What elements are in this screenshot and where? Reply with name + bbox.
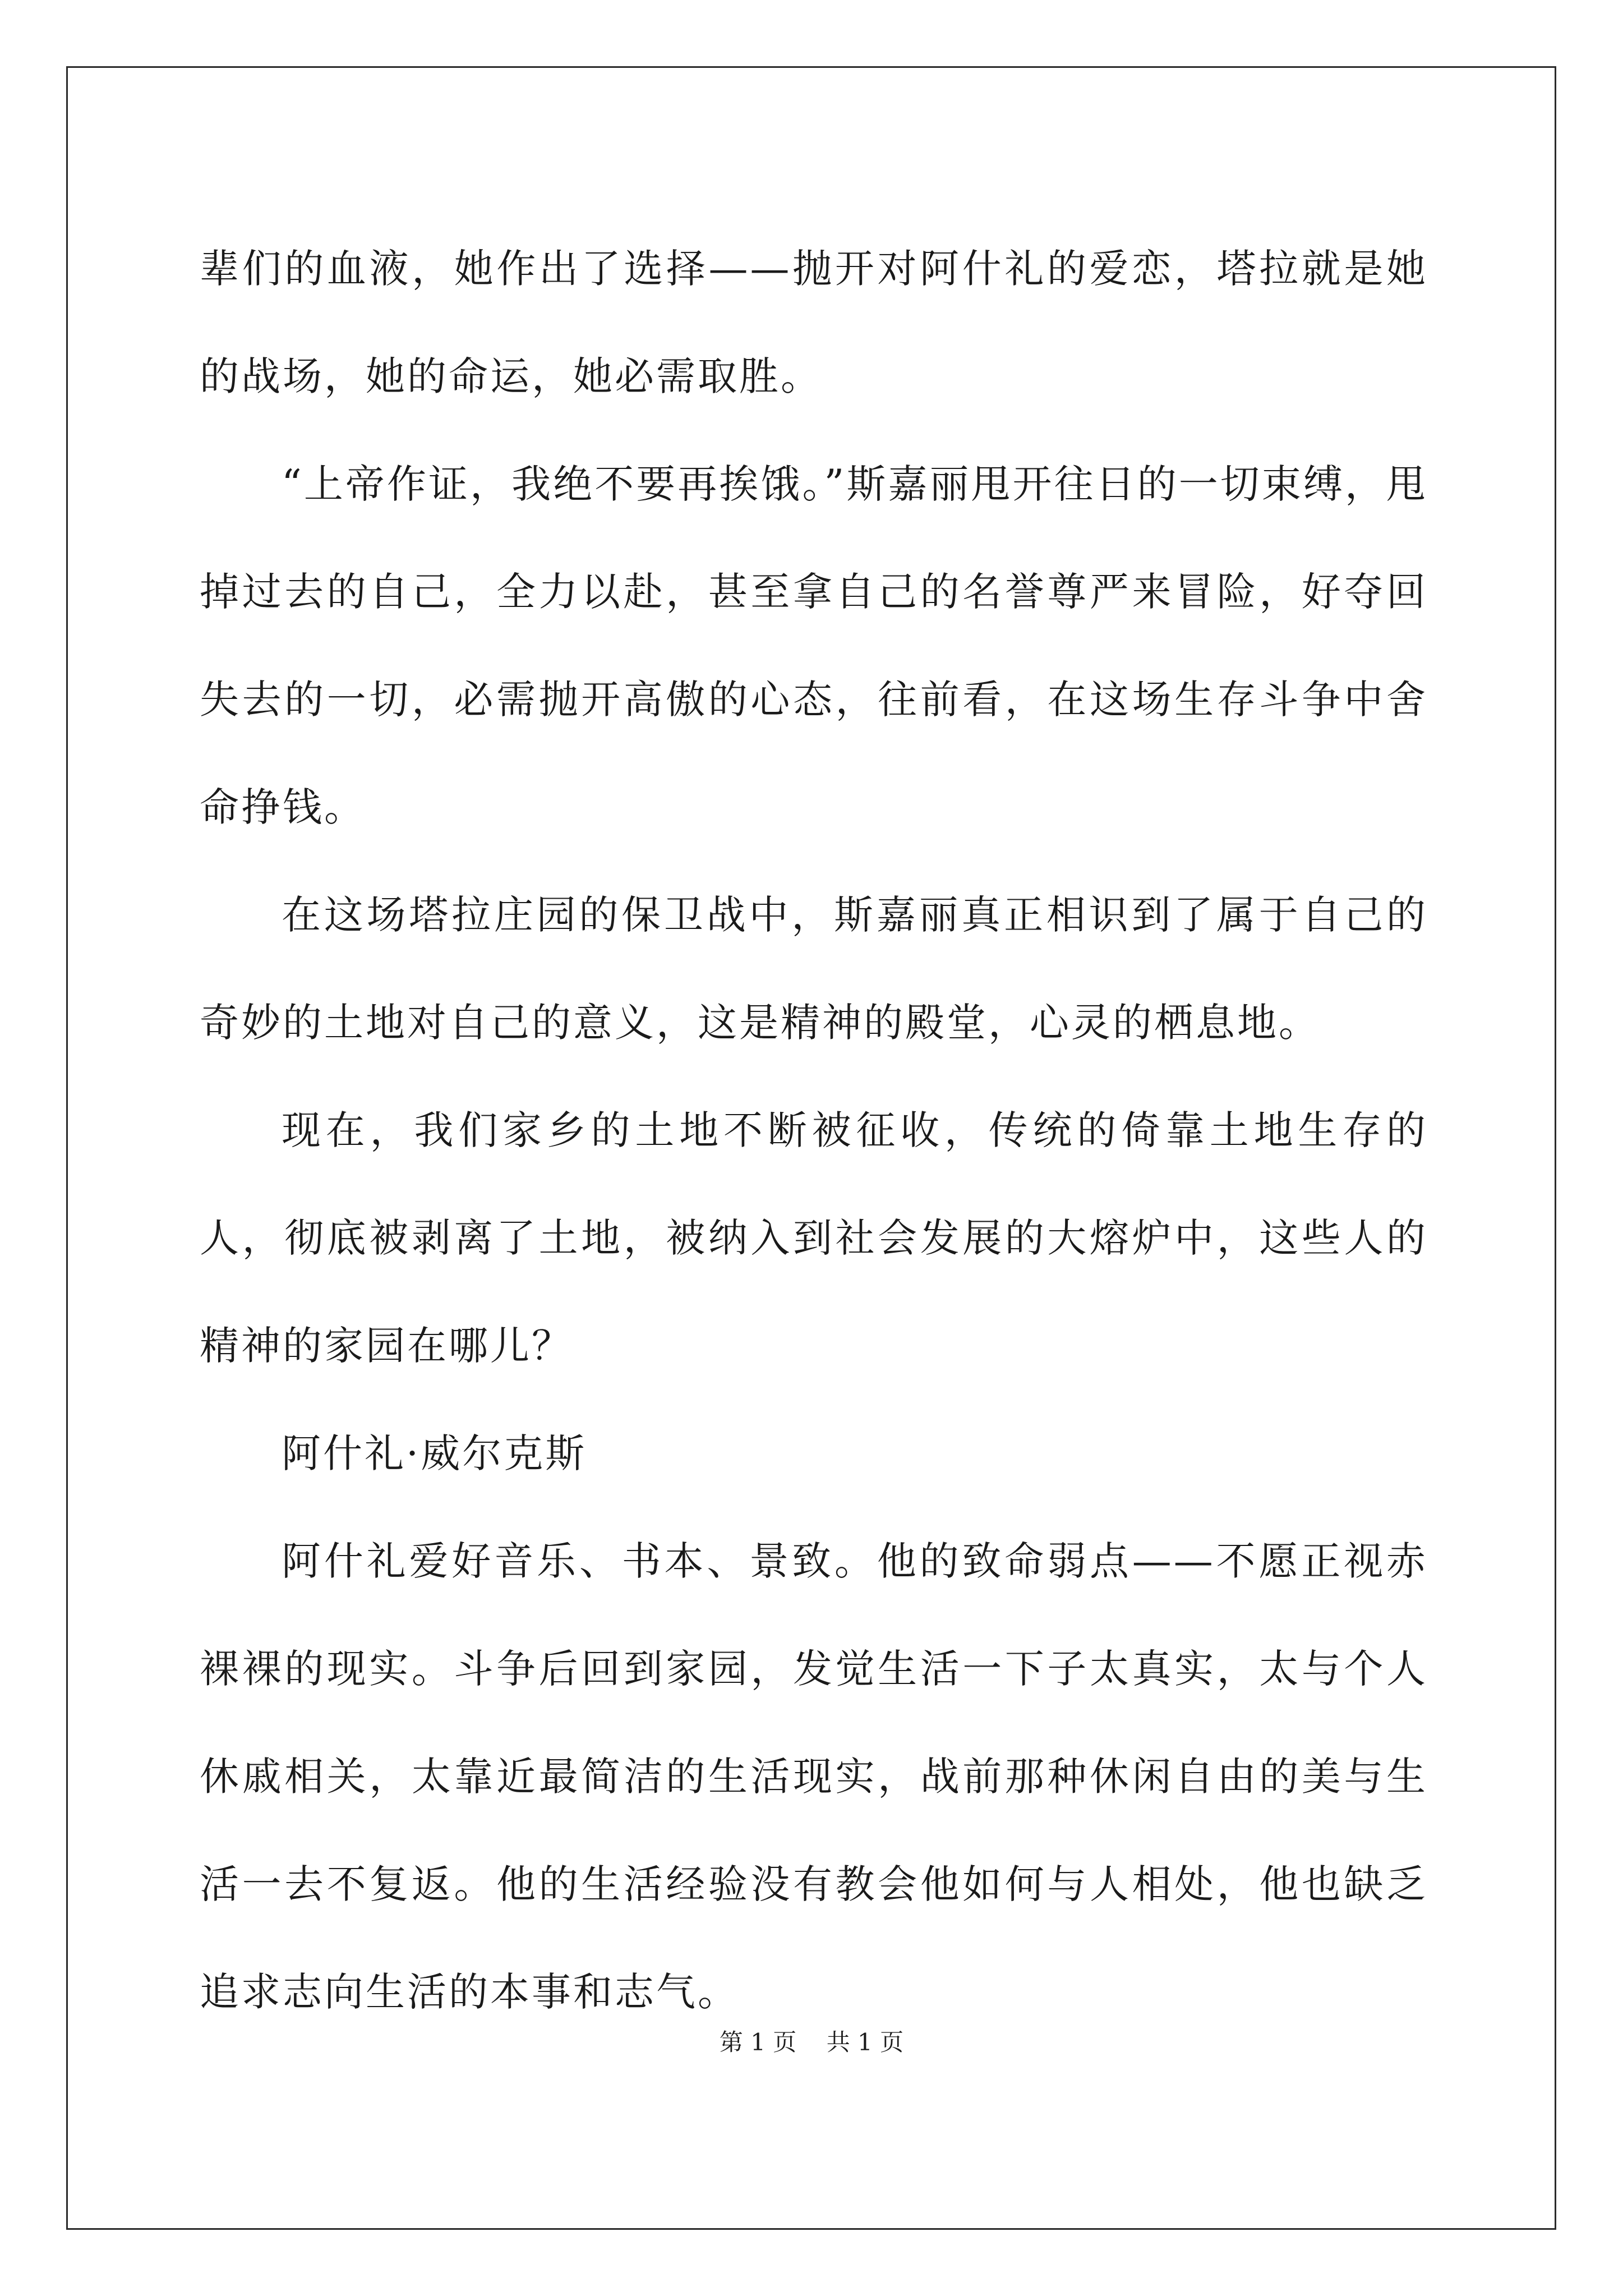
paragraph-2: “上帝作证，我绝不要再挨饿。”斯嘉丽甩开往日的一切束缚，甩掉过去的自己，全力以赴，甚至拿自己的名誉尊严来冒险，好夺回失去的一切，必需抛开高傲的心态，往前看，在这场生存斗争中舍命挣钱。 [200,461,1428,830]
page-number: 第 1 页 [719,2028,797,2056]
paragraph-4: 现在，我们家乡的土地不断被征收，传统的倚靠土地生存的人，彻底被剥离了土地，被纳入到社会发展的大熔炉中，这些人的精神的家园在哪儿？ [200,1107,1428,1369]
paragraph-5: 阿什礼爱好音乐、书本、景致。他的致命弱点——不愿正视赤裸裸的现实。斗争后回到家园，发觉生活一下子太真实，太与个人休戚相关，太靠近最简洁的生活现实，战前那种休闲自由的美与生活一去不复返。他的生活经验没有教会他如何与人相处，他也缺乏追求志向生活的本事和志气。 [200,1538,1428,2015]
page-total: 共 1 页 [826,2028,904,2056]
paragraph-1: 辈们的血液，她作出了选择——抛开对阿什礼的爱恋，塔拉就是她的战场，她的命运，她必需取胜。 [200,246,1428,399]
document-body [200,215,1428,2046]
paragraph-3: 在这场塔拉庄园的保卫战中，斯嘉丽真正相识到了属于自己的奇妙的土地对自己的意义，这是精神的殿堂，心灵的栖息地。 [200,892,1428,1046]
section-heading: 阿什礼·威尔克斯 [282,1430,587,1476]
page-footer [0,2024,1623,2058]
